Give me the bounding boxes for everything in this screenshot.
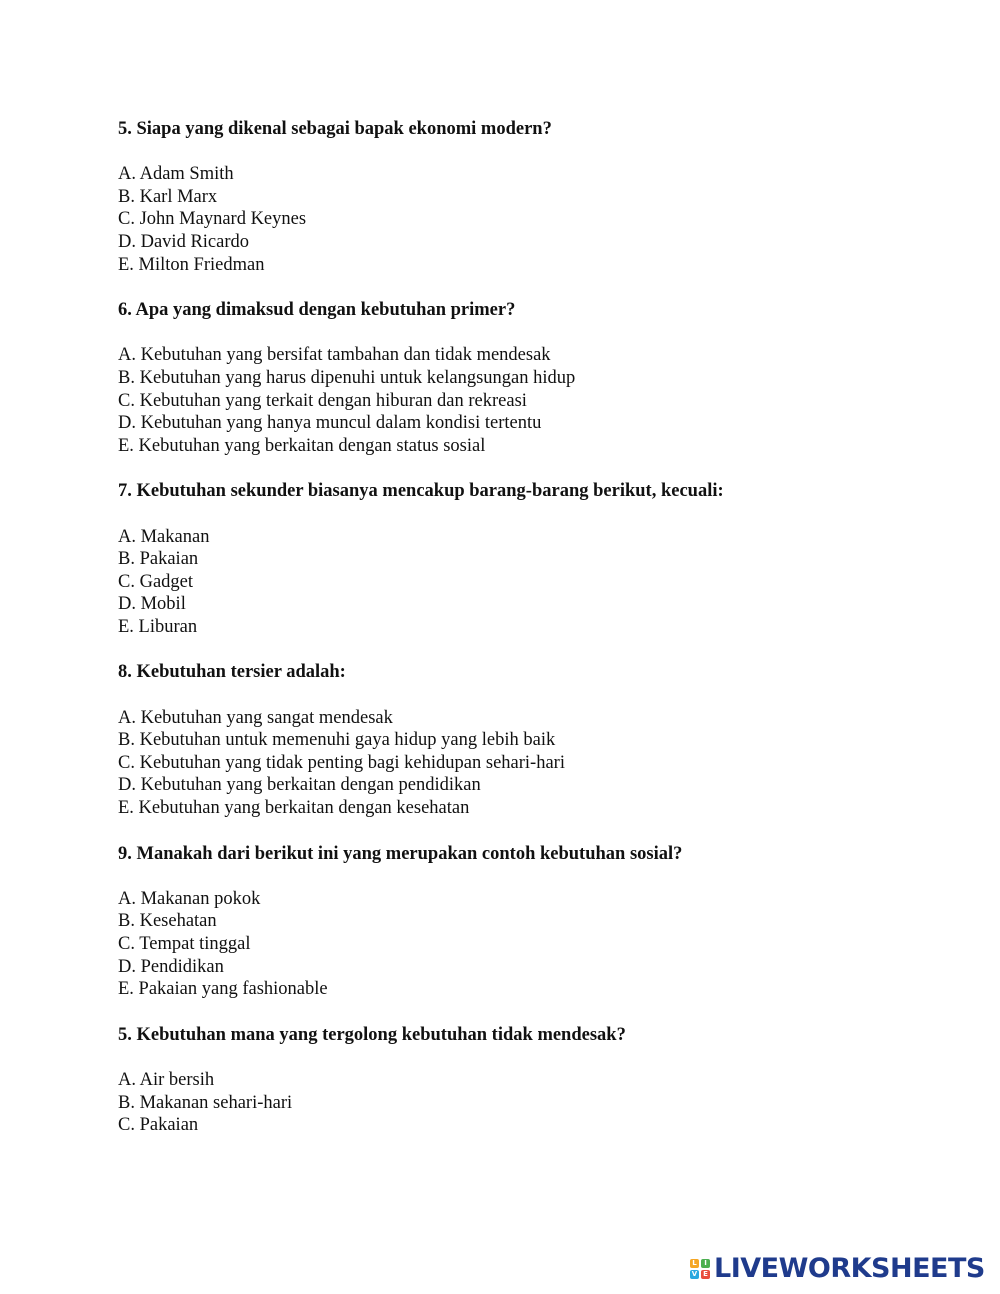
logo-block-e: E: [701, 1270, 710, 1279]
question-title: 5. Siapa yang dikenal sebagai bapak ekonomi modern?: [118, 119, 552, 139]
answer-option: E. Kebutuhan yang berkaitan dengan kesehatan: [118, 798, 470, 819]
answer-option: B. Kesehatan: [118, 911, 217, 932]
logo-block-l: L: [690, 1259, 699, 1268]
question-block: [118, 480, 938, 638]
question-title: 6. Apa yang dimaksud dengan kebutuhan primer?: [118, 300, 516, 321]
answer-option: A. Kebutuhan yang sangat mendesak: [118, 707, 393, 728]
answer-option: D. Pendidikan: [118, 956, 224, 977]
liveworksheets-logo: [690, 1252, 985, 1286]
answer-option: E. Kebutuhan yang berkaitan dengan status sosial: [118, 435, 486, 456]
answer-option: E. Liburan: [118, 616, 198, 637]
answer-option: A. Kebutuhan yang bersifat tambahan dan tidak mendesak: [118, 345, 551, 366]
question-title: 8. Kebutuhan tersier adalah:: [118, 662, 346, 683]
answer-option: B. Pakaian: [118, 549, 199, 570]
worksheet-page: [118, 118, 938, 1160]
answer-option: D. Mobil: [118, 594, 186, 615]
question-block: [118, 118, 938, 276]
options-list: [118, 344, 938, 457]
question-block: [118, 843, 938, 1001]
answer-option: A. Adam Smith: [118, 164, 234, 185]
answer-option: D. Kebutuhan yang hanya muncul dalam kondisi tertentu: [118, 413, 542, 434]
answer-option: E. Pakaian yang fashionable: [118, 979, 328, 1000]
options-list: [118, 526, 938, 639]
answer-option: C. Pakaian: [118, 1115, 199, 1136]
question-title: 7. Kebutuhan sekunder biasanya mencakup barang-barang berikut, kecuali:: [118, 481, 724, 502]
answer-option: D. David Ricardo: [118, 231, 250, 252]
answer-option: B. Makanan sehari-hari: [118, 1092, 293, 1113]
question-block: [118, 661, 938, 819]
answer-option: E. Milton Friedman: [118, 254, 265, 275]
answer-option: C. Gadget: [118, 571, 194, 592]
logo-block-i: I: [701, 1259, 710, 1268]
questions-list: [118, 118, 938, 1137]
options-list: [118, 888, 938, 1001]
answer-option: B. Karl Marx: [118, 186, 218, 207]
options-list: [118, 707, 938, 820]
options-list: [118, 163, 938, 276]
question-title: 9. Manakah dari berikut ini yang merupakan contoh kebutuhan sosial?: [118, 843, 683, 864]
question-block: [118, 1024, 938, 1137]
question-title: 5. Kebutuhan mana yang tergolong kebutuhan tidak mendesak?: [118, 1024, 626, 1045]
answer-option: C. Kebutuhan yang tidak penting bagi kehidupan sehari-hari: [118, 752, 565, 773]
answer-option: C. Tempat tinggal: [118, 934, 251, 954]
answer-option: C. John Maynard Keynes: [118, 209, 307, 230]
answer-option: D. Kebutuhan yang berkaitan dengan pendidikan: [118, 775, 481, 796]
logo-blocks-icon: [690, 1259, 710, 1279]
answer-option: C. Kebutuhan yang terkait dengan hiburan dan rekreasi: [118, 390, 527, 411]
answer-option: A. Makanan: [118, 526, 210, 547]
options-list: [118, 1069, 938, 1137]
logo-text: LIVEWORKSHEETS: [714, 1253, 985, 1284]
answer-option: A. Air bersih: [118, 1069, 215, 1090]
question-block: [118, 299, 938, 457]
logo-block-v: V: [691, 1270, 698, 1278]
answer-option: B. Kebutuhan untuk memenuhi gaya hidup yang lebih baik: [118, 730, 556, 751]
answer-option: A. Makanan pokok: [118, 888, 261, 909]
answer-option: B. Kebutuhan yang harus dipenuhi untuk kelangsungan hidup: [118, 367, 576, 388]
